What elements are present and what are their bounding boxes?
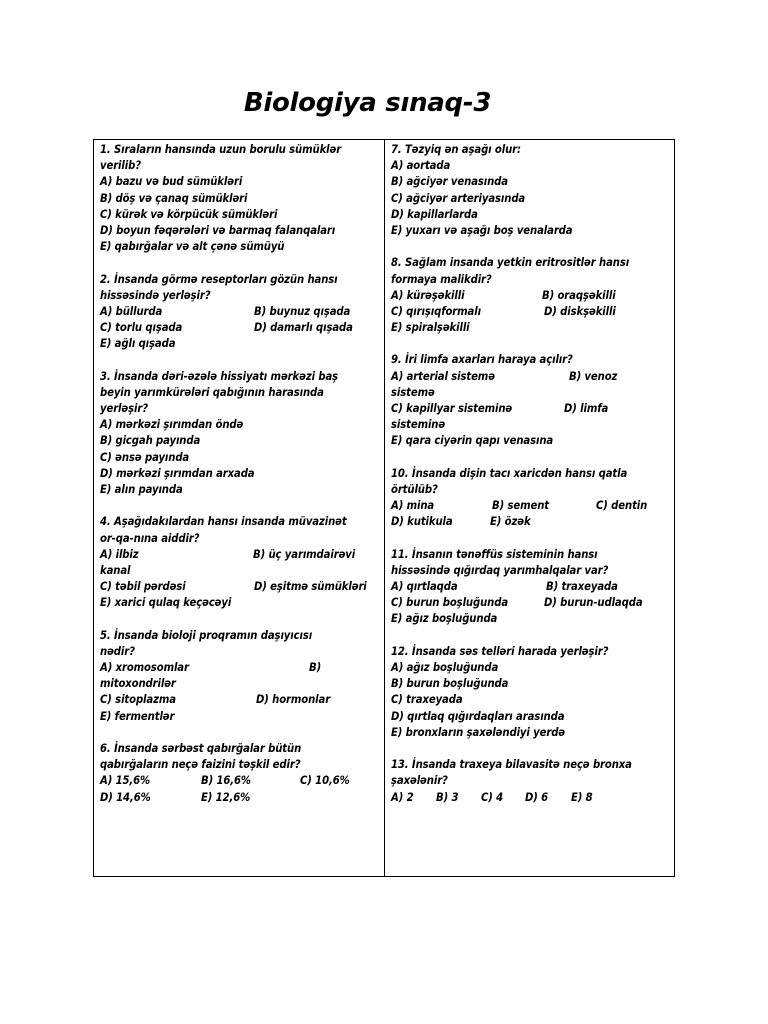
question-4: [100, 514, 380, 611]
question-stem: 3. İnsanda dəri-əzələ hissiyatı mərkəzi baş: [100, 369, 339, 383]
answer-option: C) dentin: [596, 499, 648, 513]
answer-row: [100, 692, 380, 708]
answer-row: [391, 288, 669, 304]
question-stem: nədir?: [100, 644, 135, 658]
answer-option: A) aortada: [391, 159, 451, 173]
question-stem: yerləşir?: [100, 402, 148, 415]
answer-option: B) döş və çanaq sümükləri: [100, 191, 248, 205]
answer-option: A) bazu və bud sümükləri: [100, 175, 243, 189]
question-stem: örtülüb?: [391, 482, 438, 496]
answer-row: [391, 498, 669, 514]
right-column: [391, 142, 669, 822]
answer-option-continued: sistemə: [391, 385, 435, 399]
answer-option: D) diskşəkilli: [544, 304, 616, 318]
answer-option: B) buynuz qışada: [254, 304, 351, 318]
answer-row: [100, 660, 380, 676]
left-column: [100, 142, 380, 822]
answer-option: E) spiralşəkilli: [391, 321, 470, 335]
answer-option: D) hormonlar: [256, 693, 331, 707]
question-stem: hissəsində yerləşir?: [100, 288, 211, 302]
answer-option: C) torlu qışada: [100, 321, 183, 335]
question-9: [391, 352, 669, 449]
answer-option: D) 6: [525, 790, 549, 804]
answer-option: A) 15,6%: [100, 774, 151, 788]
answer-option: B) burun boşluğunda: [391, 677, 509, 691]
answer-option: B) venoz: [569, 369, 618, 383]
answer-option: A) mərkəzi şırımdan öndə: [100, 418, 244, 432]
answer-option: A) mina: [391, 499, 435, 513]
answer-option-continued: sisteminə: [391, 418, 446, 432]
question-1: [100, 142, 380, 255]
question-6: [100, 741, 380, 806]
question-stem: 11. İnsanın tənəffüs sisteminin hansı: [391, 547, 598, 561]
answer-row: [391, 369, 669, 385]
question-stem: 2. İnsanda görmə reseptorları gözün hansı: [100, 272, 338, 286]
answer-option: A) ilbiz: [100, 547, 139, 561]
question-stem: 7. Təzyiq ən aşağı olur:: [391, 143, 521, 156]
column-divider: [384, 140, 385, 876]
answer-option: E) fermentlər: [100, 709, 175, 723]
answer-option: A) 2: [391, 790, 414, 804]
question-stem: formaya malikdir?: [391, 272, 492, 286]
question-stem: 12. İnsanda səs telləri harada yerləşir?: [391, 644, 609, 658]
answer-option: B) 16,6%: [201, 774, 251, 788]
answer-option: C) traxeyada: [391, 693, 463, 707]
question-10: [391, 466, 669, 531]
answer-row: [391, 595, 669, 611]
answer-option: B) oraqşəkilli: [542, 288, 616, 302]
question-stem: or-qa-nına aiddir?: [100, 531, 200, 545]
answer-option-continued: mitoxondrilər: [100, 677, 176, 691]
answer-option: A) büllurda: [100, 304, 163, 318]
answer-option: C) 10,6%: [300, 774, 350, 788]
answer-row: [100, 320, 380, 336]
question-stem: şaxələnir?: [391, 774, 448, 788]
answer-option-continued: kanal: [100, 563, 131, 577]
answer-option: E) alın payında: [100, 482, 183, 496]
answer-option: C) burun boşluğunda: [391, 596, 509, 610]
answer-option: B) 3: [436, 790, 459, 804]
answer-option: C) təbil pərdəsi: [100, 580, 186, 594]
question-stem: beyin yarımkürələri qabığının harasında: [100, 385, 324, 399]
answer-option: E) özək: [490, 515, 531, 529]
answer-option: C) qırışıqformalı: [391, 304, 481, 318]
answer-option: E) qabırğalar və alt çənə sümüyü: [100, 240, 285, 254]
answer-option: B) sement: [492, 499, 549, 513]
answer-option: E) qara ciyərin qapı venasına: [391, 434, 554, 448]
answer-option: E) yuxarı və aşağı boş venalarda: [391, 223, 573, 237]
answer-option: E) 12,6%: [201, 790, 251, 804]
answer-option: B) traxeyada: [546, 580, 618, 594]
answer-option: E) xarici qulaq keçəcəyi: [100, 596, 232, 610]
answer-option: D) 14,6%: [100, 790, 151, 804]
answer-row: [100, 790, 380, 806]
answer-option: B) ağciyər venasında: [391, 175, 508, 189]
answer-option: D) damarlı qışada: [254, 321, 353, 335]
question-stem: 5. İnsanda bioloji proqramın daşıyıcısı: [100, 628, 313, 642]
answer-option: B) gicgah payında: [100, 434, 201, 448]
answer-option: C) 4: [481, 790, 504, 804]
answer-option: D) kutikula: [391, 515, 453, 529]
answer-option: D) burun-udlaqda: [544, 596, 643, 610]
question-stem: 9. İri limfa axarları haraya açılır?: [391, 353, 573, 367]
answer-row: [100, 773, 380, 789]
answer-row: [391, 790, 669, 806]
answer-row: [100, 579, 380, 595]
question-11: [391, 547, 669, 628]
answer-option: E) ağız boşluğunda: [391, 612, 498, 626]
question-stem: 4. Aşağıdakılardan hansı insanda müvazinət: [100, 515, 347, 529]
page-title: Biologiya sınaq-3: [243, 88, 492, 118]
answer-row: [100, 304, 380, 320]
answer-option: D) eşitmə sümükləri: [254, 580, 367, 594]
question-3: [100, 369, 380, 499]
question-stem: 1. Sıraların hansında uzun borulu sümüklər: [100, 143, 342, 156]
question-table: [93, 139, 675, 877]
answer-option: D) limfa: [564, 402, 609, 415]
answer-option: D) mərkəzi şırımdan arxada: [100, 466, 255, 480]
question-5: [100, 628, 380, 725]
answer-option: A) arterial sistemə: [391, 369, 495, 383]
question-2: [100, 272, 380, 353]
answer-option: E) bronxların şaxələndiyi yerdə: [391, 725, 566, 739]
answer-option: D) qırtlaq qığırdaqları arasında: [391, 709, 565, 723]
question-stem: 8. Sağlam insanda yetkin eritrositlər hansı: [391, 256, 630, 270]
answer-option: B): [309, 661, 322, 674]
answer-option: B) üç yarımdairəvi: [253, 547, 356, 561]
question-8: [391, 255, 669, 336]
question-12: [391, 644, 669, 741]
answer-row: [391, 579, 669, 595]
answer-row: [391, 304, 669, 320]
answer-option: A) ağız boşluğunda: [391, 661, 499, 674]
answer-row: [100, 547, 380, 563]
answer-option: A) qırtlaqda: [391, 580, 458, 594]
answer-option: A) kürəşəkilli: [391, 288, 465, 302]
question-stem: verilib?: [100, 159, 141, 173]
answer-option: C) kapillyar sisteminə: [391, 402, 513, 415]
answer-option: C) ənsə payında: [100, 450, 190, 464]
answer-option: E) ağlı qışada: [100, 337, 176, 351]
answer-option: C) sitoplazma: [100, 693, 176, 707]
answer-option: C) kürək və körpücük sümükləri: [100, 207, 278, 221]
answer-option: D) kapillarlarda: [391, 207, 478, 221]
question-stem: 6. İnsanda sərbəst qabırğalar bütün: [100, 741, 302, 755]
question-stem: qabırğaların neçə faizini təşkil edir?: [100, 758, 301, 772]
question-stem: 13. İnsanda traxeya bilavasitə neçə bronxa: [391, 758, 632, 772]
answer-option: D) boyun fəqərələri və barmaq falanqaları: [100, 223, 336, 237]
answer-option: A) xromosomlar: [100, 661, 189, 674]
answer-row: [391, 401, 669, 417]
answer-option: E) 8: [571, 790, 593, 804]
answer-row: [391, 514, 669, 530]
question-stem: hissəsində qığırdaq yarımhalqalar var?: [391, 563, 609, 577]
question-13: [391, 757, 669, 806]
answer-option: C) ağciyər arteriyasında: [391, 191, 526, 205]
question-stem: 10. İnsanda dişin tacı xaricdən hansı qatla: [391, 466, 628, 480]
question-7: [391, 142, 669, 239]
